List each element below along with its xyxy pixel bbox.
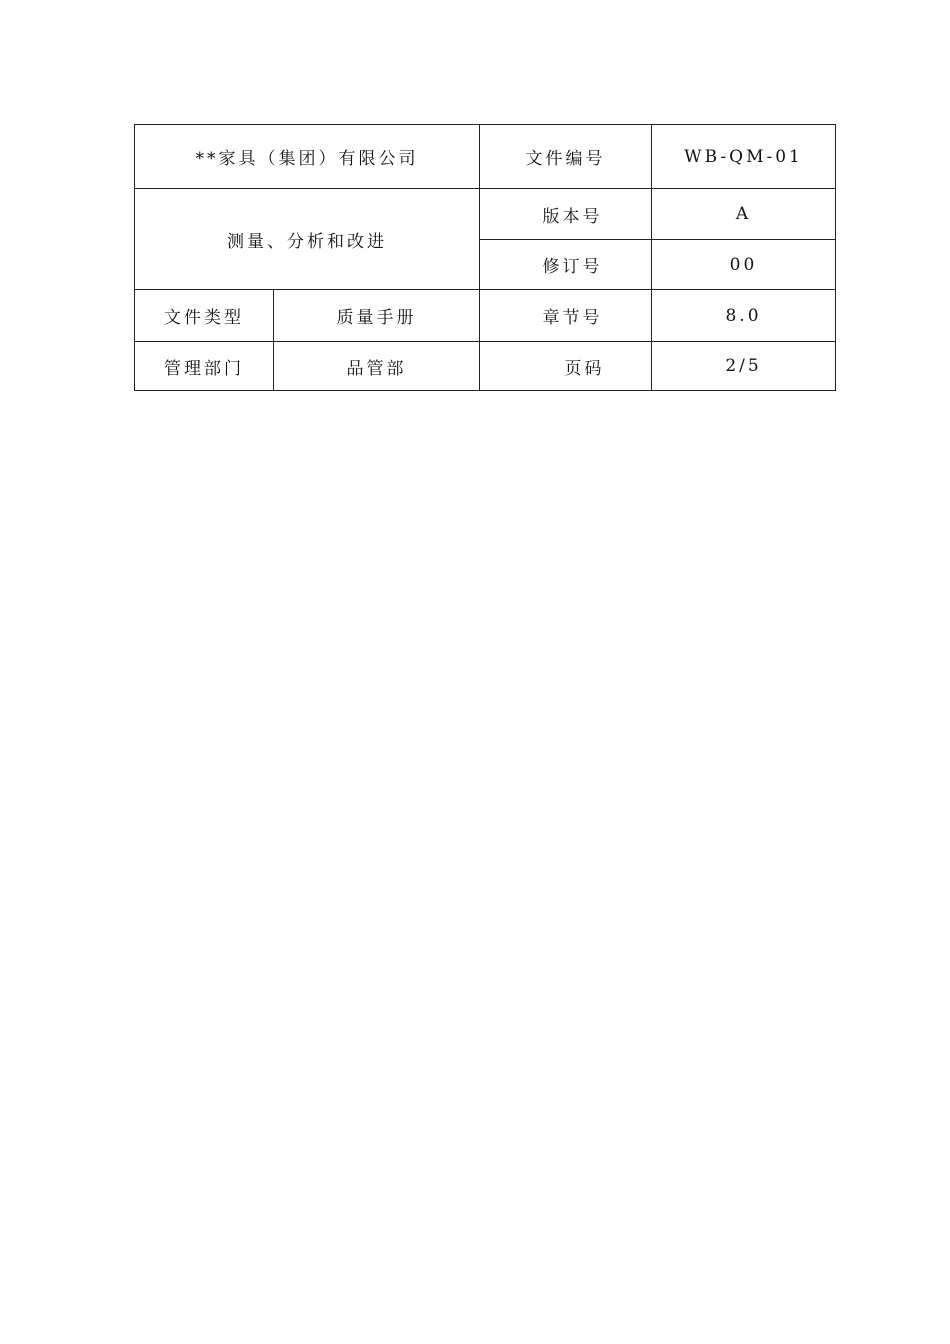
doc-type-value: 质量手册 xyxy=(274,290,480,342)
section-title: 测量、分析和改进 xyxy=(135,189,480,290)
page-value: 2/5 xyxy=(652,342,836,391)
doc-number-value: WB-QM-01 xyxy=(652,125,836,189)
doc-type-label: 文件类型 xyxy=(135,290,274,342)
revision-value: 00 xyxy=(652,240,836,290)
chapter-value: 8.0 xyxy=(652,290,836,342)
version-value: A xyxy=(652,189,836,240)
header-row-doc-type xyxy=(135,290,836,342)
chapter-label: 章节号 xyxy=(480,290,652,342)
header-row-version xyxy=(135,189,836,240)
header-row-company xyxy=(135,125,836,189)
version-label: 版本号 xyxy=(480,189,652,240)
document-header-table xyxy=(134,124,836,391)
company-name: **家具（集团）有限公司 xyxy=(135,125,480,189)
page-label: 页码 xyxy=(480,342,652,391)
header-row-dept xyxy=(135,342,836,391)
dept-value: 品管部 xyxy=(274,342,480,391)
revision-label: 修订号 xyxy=(480,240,652,290)
dept-label: 管理部门 xyxy=(135,342,274,391)
doc-number-label: 文件编号 xyxy=(480,125,652,189)
